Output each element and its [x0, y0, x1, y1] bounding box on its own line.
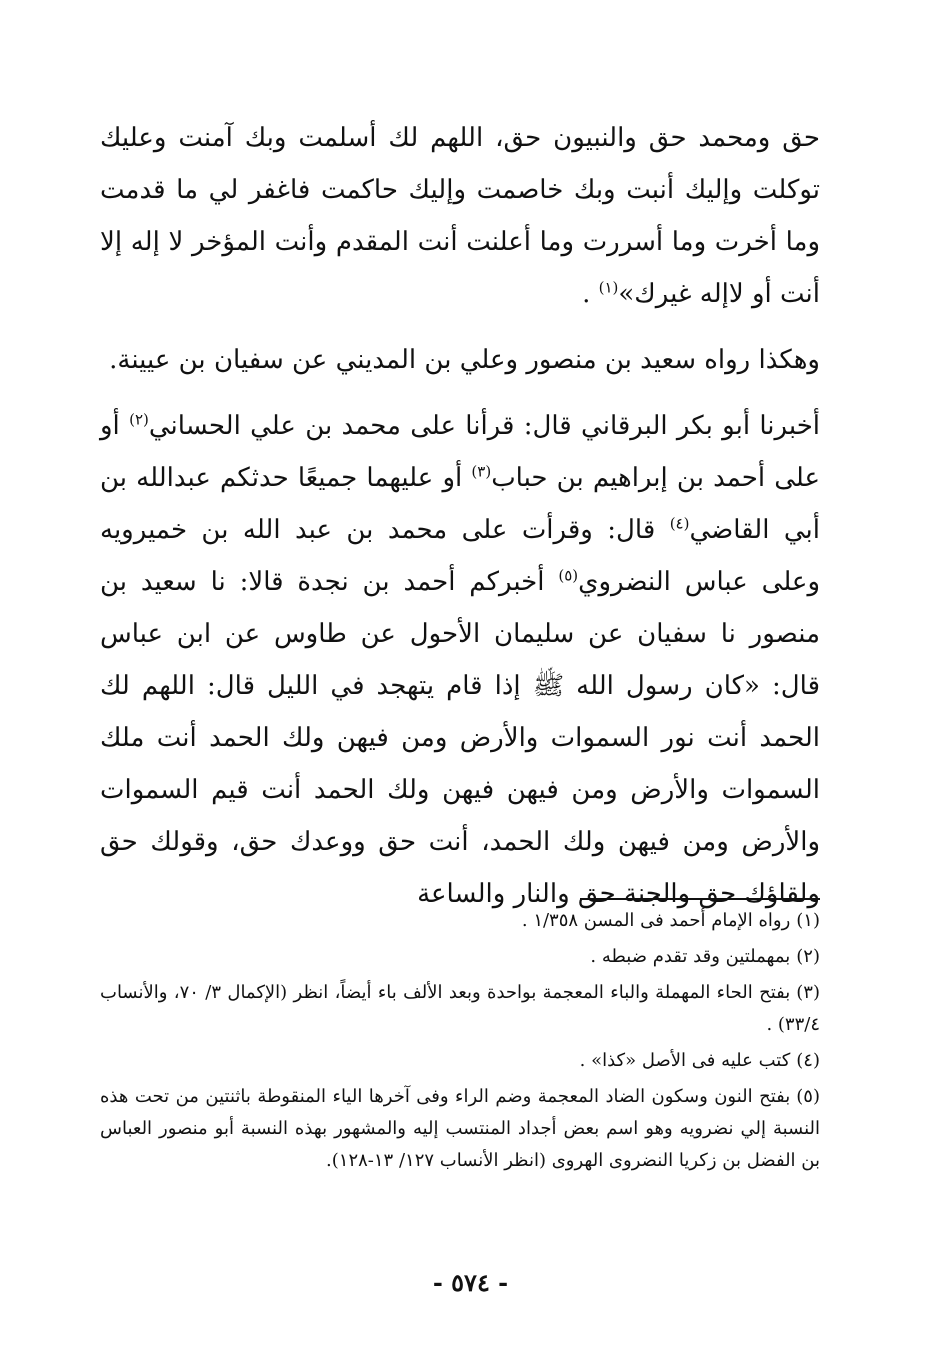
footnote-number: (١) — [796, 910, 820, 931]
main-text-block — [100, 112, 820, 920]
footnote-4 — [100, 1045, 820, 1077]
footnote-text: بفتح النون وسكون الضاد المعجمة وضم الراء وفى آخرها الياء المنقوطة باثنتين من تحت هذه النسبة إلي نضرويه وهو اسم بعض أجداد المنتسب إليه والمشهور بهذه النسبة أبو منصور العباس بن الفضل بن زكريا النضروى الهروى (انظر الأنساب ١٢٧/ ١٣-١٢٨). — [100, 1086, 820, 1171]
footnote-number: (٢) — [796, 946, 820, 967]
paragraph-gap — [100, 386, 820, 400]
footnote-divider — [580, 898, 820, 900]
paragraph-gap — [100, 320, 820, 334]
footnote-ref-1: (١) — [598, 278, 619, 297]
paragraph-3-text-a: أخبرنا أبو بكر البرقاني قال: قرأنا على محمد بن علي الحساني — [148, 411, 820, 441]
page-number: - ٥٧٤ - — [432, 1268, 509, 1297]
paragraph-3 — [100, 400, 820, 920]
footnote-5 — [100, 1081, 820, 1177]
paragraph-3-text-d: قال: وقرأت على محمد بن عبد الله بن خميرويه وعلى عباس النضروي — [100, 515, 820, 597]
paragraph-2: وهكذا رواه سعيد بن منصور وعلي بن المديني عن سفيان بن عيينة. — [109, 345, 820, 375]
footnote-text: بمهملتين وقد تقدم ضبطه . — [590, 946, 791, 967]
footnote-1 — [100, 905, 820, 937]
footnote-text: كتب عليه فى الأصل «كذا» . — [579, 1050, 791, 1071]
paragraph-3-text-c: أو عليهما جميعًا حدثكم عبدالله بن أبي القاضي — [100, 463, 820, 545]
paragraph-3-text-e: أخبركم أحمد بن نجدة قالا: نا سعيد بن منصور نا سفيان عن سليمان الأحول عن طاوس عن ابن عباس قال: «كان رسول الله ﷺ إذا قام يتهجد في الليل قال: اللهم لك الحمد أنت نور السموات والأرض ومن فيهن ولك الحمد أنت ملك السموات والأرض ومن فيهن فيهن ولك الحمد أنت قيم السموات والأرض ومن فيهن ولك الحمد، أنت حق ووعدك حق، وقولك حق ولقاؤك حق والجنة حق والنار والساعة — [100, 567, 820, 909]
footnote-number: (٥) — [796, 1086, 820, 1107]
paragraph-1 — [100, 112, 820, 320]
paragraph-1-text: حق ومحمد حق والنبيون حق، اللهم لك أسلمت وبك آمنت وعليك توكلت وإليك أنبت وبك خاصمت وإليك حاكمت فاغفر لي ما قدمت وما أخرت وما أسررت وما أعلنت أنت المقدم وأنت المؤخر لا إله إلا أنت أو لاإله غيرك» — [100, 123, 820, 309]
footnote-ref-2: (٢) — [129, 410, 149, 429]
footnote-number: (٣) — [796, 982, 820, 1003]
footnote-2 — [100, 941, 820, 973]
footnote-number: (٤) — [796, 1050, 820, 1071]
footnote-ref-3: (٣) — [471, 462, 492, 481]
footnote-text: بفتح الحاء المهملة والباء المعجمة بواحدة وبعد الألف باء أيضاً، انظر (الإكمال ٣/ ٧٠، والأنساب ٣٣/٤) . — [100, 982, 820, 1035]
footnote-text: رواه الإمام أحمد فى المسن ١/٣٥٨ . — [521, 910, 791, 931]
footnote-3 — [100, 977, 820, 1041]
paragraph-3-text-b: أو على أحمد بن إبراهيم بن حباب — [100, 411, 821, 493]
footnotes-block — [100, 905, 820, 1181]
paragraph-1-end: . — [582, 279, 599, 309]
footnote-ref-5: (٥) — [558, 566, 579, 585]
footnote-ref-4: (٤) — [669, 514, 690, 533]
